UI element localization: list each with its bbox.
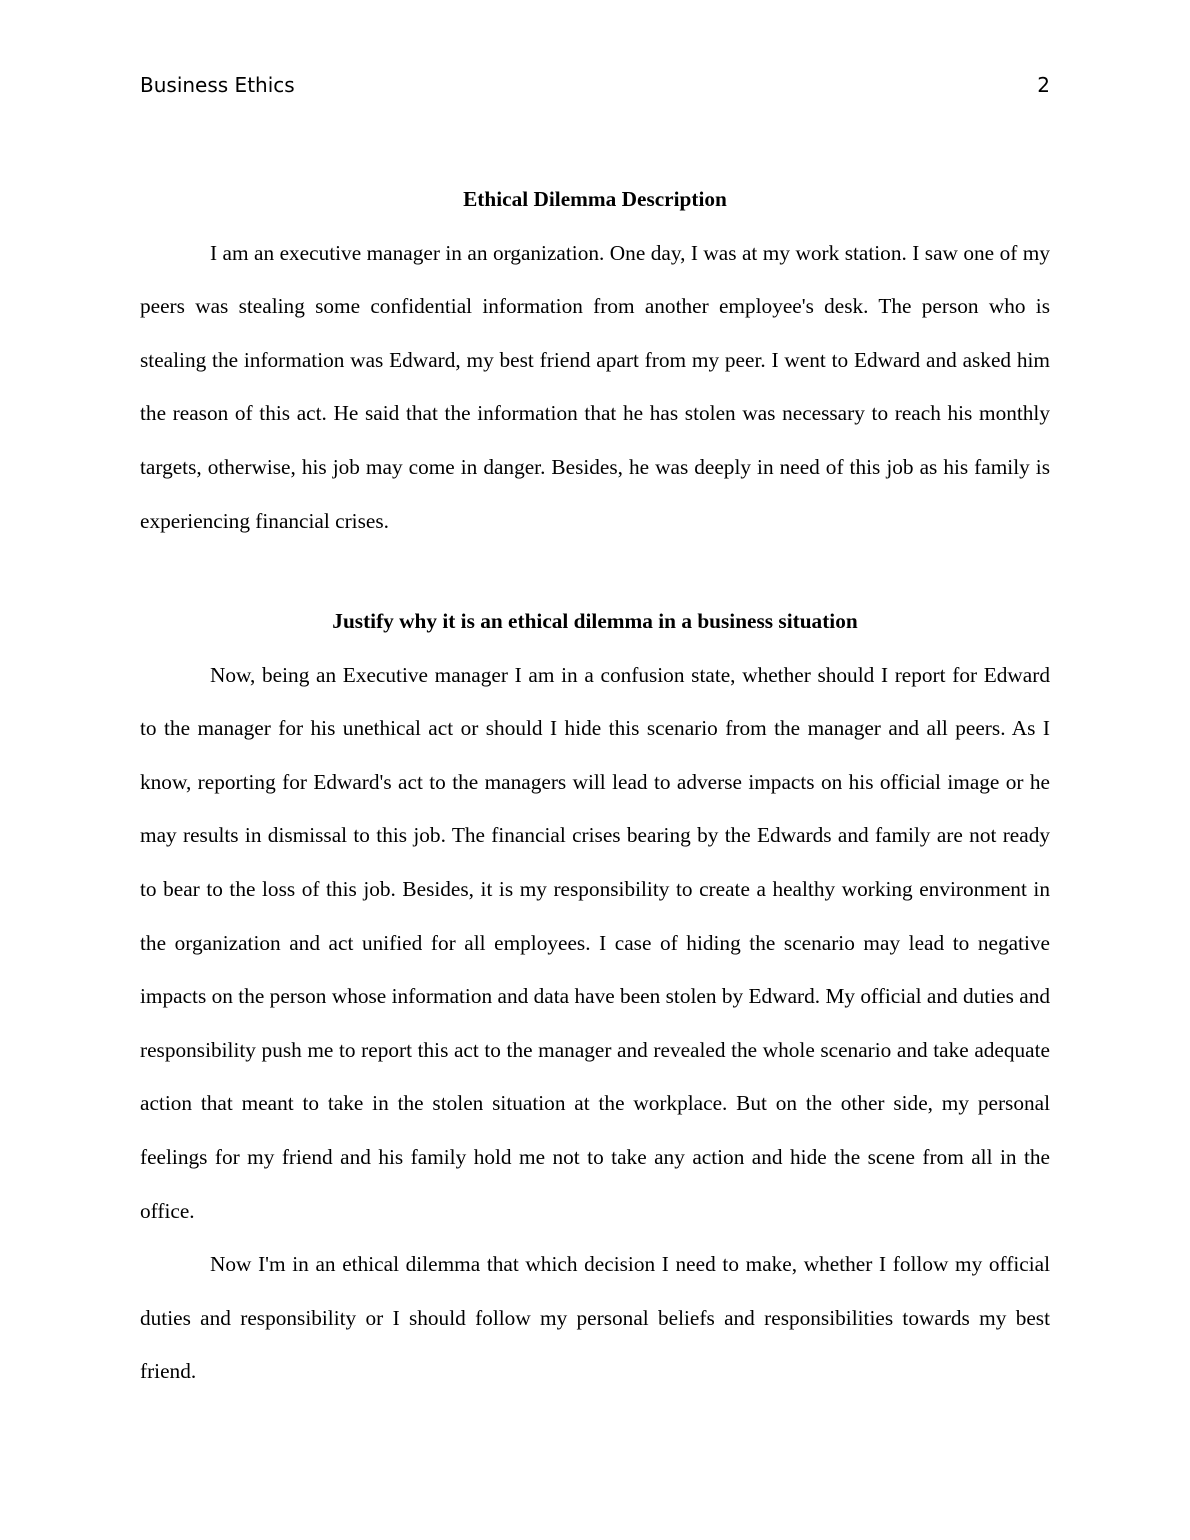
section-heading: Ethical Dilemma Description	[463, 187, 727, 211]
paragraph: I am an executive manager in an organization. One day, I was at my work station. I saw one of my peers was stealing some confidential information from another employee's desk. The person who is stealing the information was Edward, my best friend apart from my peer. I went to Edward and asked him the reason of this act. He said that the information that he has stolen was necessary to reach his monthly targets, otherwise, his job may come in danger. Besides, he was deeply in need of this job as his family is experiencing financial crises.	[140, 240, 1050, 533]
page-number: 2	[1037, 73, 1050, 97]
page-header	[140, 72, 1050, 98]
section-ethical-dilemma-description	[140, 173, 1050, 548]
paragraph: Now, being an Executive manager I am in a confusion state, whether should I report for Edward to the manager for his unethical act or should I hide this scenario from the manager and all peers. As I know, reporting for Edward's act to the managers will lead to adverse impacts on his official image or he may results in dismissal to this job. The financial crises bearing by the Edwards and family are not ready to bear to the loss of this job. Besides, it is my responsibility to create a healthy working environment in the organization and act unified for all employees. I case of hiding the scenario may lead to negative impacts on the person whose information and data have been stolen by Edward. My official and duties and responsibility push me to report this act to the manager and revealed the whole scenario and take adequate action that meant to take in the stolen situation at the workplace. But on the other side, my personal feelings for my friend and his family hold me not to take any action and hide the scene from all in the office.	[140, 662, 1050, 1223]
section-heading: Justify why it is an ethical dilemma in a business situation	[332, 609, 858, 633]
section-justification	[140, 595, 1050, 1399]
running-head: Business Ethics	[140, 73, 295, 97]
paragraph: Now I'm in an ethical dilemma that which decision I need to make, whether I follow my official duties and responsibility or I should follow my personal beliefs and responsibilities towards my best friend.	[140, 1252, 1050, 1384]
